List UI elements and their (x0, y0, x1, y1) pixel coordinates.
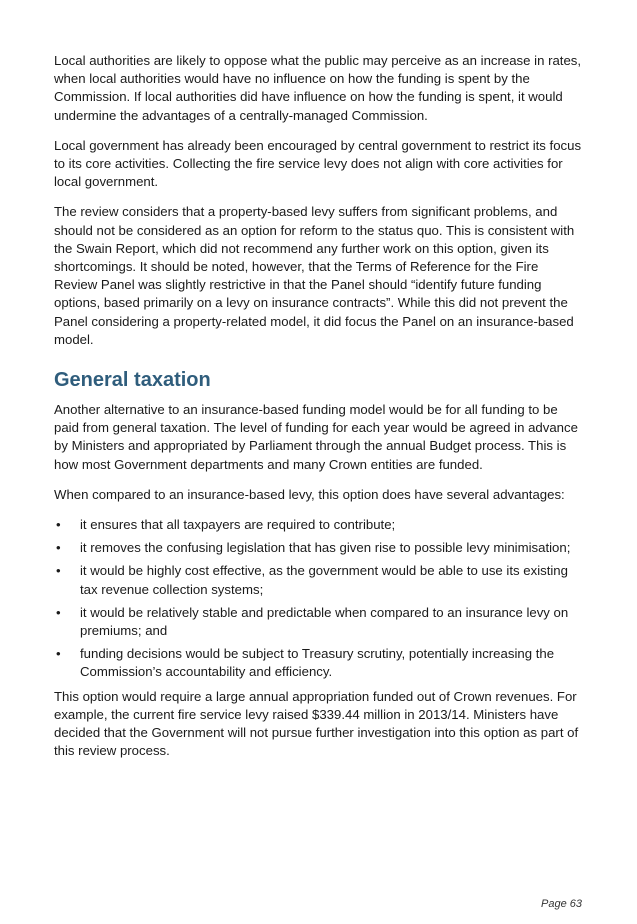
list-item (54, 516, 584, 534)
section-heading-general-taxation: General taxation (54, 369, 211, 392)
bullet-icon: • (56, 517, 61, 533)
bullet-icon: • (56, 540, 61, 556)
paragraph-closing: This option would require a large annual appropriation funded out of Crown revenues. For example, the current fire service levy raised $339.44 million in 2013/14. Ministers have decided that the Government will not pursue further investigation into this option as part of this review process. (54, 688, 579, 759)
list-item-text: it ensures that all taxpayers are required to contribute; (80, 517, 396, 533)
bullet-icon: • (56, 604, 61, 620)
paragraph-local-authorities: Local authorities are likely to oppose what the public may perceive as an increase in rates, when local authorities would have no influence on how the funding is spent by the Commission. If local authorities did have influence on how the funding is spent, it would undermine the advantages of a centrally-managed Commission. (54, 53, 582, 123)
page-number: Page 63 (541, 898, 582, 910)
list-item-text: funding decisions would be subject to Treasury scrutiny, potentially increasing the Commission’s accountability and efficiency. (80, 646, 555, 680)
list-item-text: it would be highly cost effective, as the government would be able to use its existing tax revenue collection systems; (80, 563, 568, 597)
paragraph-local-government: Local government has already been encouraged by central government to restrict its focus to its core activities. Collecting the fire service levy does not align with core activities for local government. (54, 137, 582, 190)
list-item (54, 645, 584, 681)
list-item (54, 539, 584, 557)
list-item (54, 562, 584, 598)
document-page (54, 52, 584, 773)
list-item-text: it removes the confusing legislation that has given rise to possible levy minimisation; (80, 540, 571, 556)
paragraph-general-taxation-intro: Another alternative to an insurance-based funding model would be for all funding to be paid from general taxation. The level of funding for each year would be agreed in advance by Ministers and appropriated by Parliament through the annual Budget process. This is how most Government departments and many Crown entities are funded. (54, 402, 578, 472)
paragraph-property-levy-review: The review considers that a property-based levy suffers from significant problems, and should not be considered as an option for reform to the status quo. This is consistent with the Swain Report, which did not recommend any further work on this option, given its shortcomings. It should be noted, however, that the Terms of Reference for the Fire Review Panel was slightly restrictive in that the Panel should “identify future funding options, based primarily on a levy on insurance contracts”. While this did not prevent the Panel considering a property-related model, it did focus the Panel on an insurance-based model. (54, 204, 575, 347)
list-item-text: it would be relatively stable and predictable when compared to an insurance levy on premiums; and (80, 604, 569, 639)
bullet-icon: • (56, 563, 61, 579)
advantages-list (54, 516, 584, 682)
paragraph-advantages-lead: When compared to an insurance-based levy, this option does have several advantages: (54, 486, 565, 502)
list-item (54, 604, 584, 640)
bullet-icon: • (56, 646, 61, 662)
